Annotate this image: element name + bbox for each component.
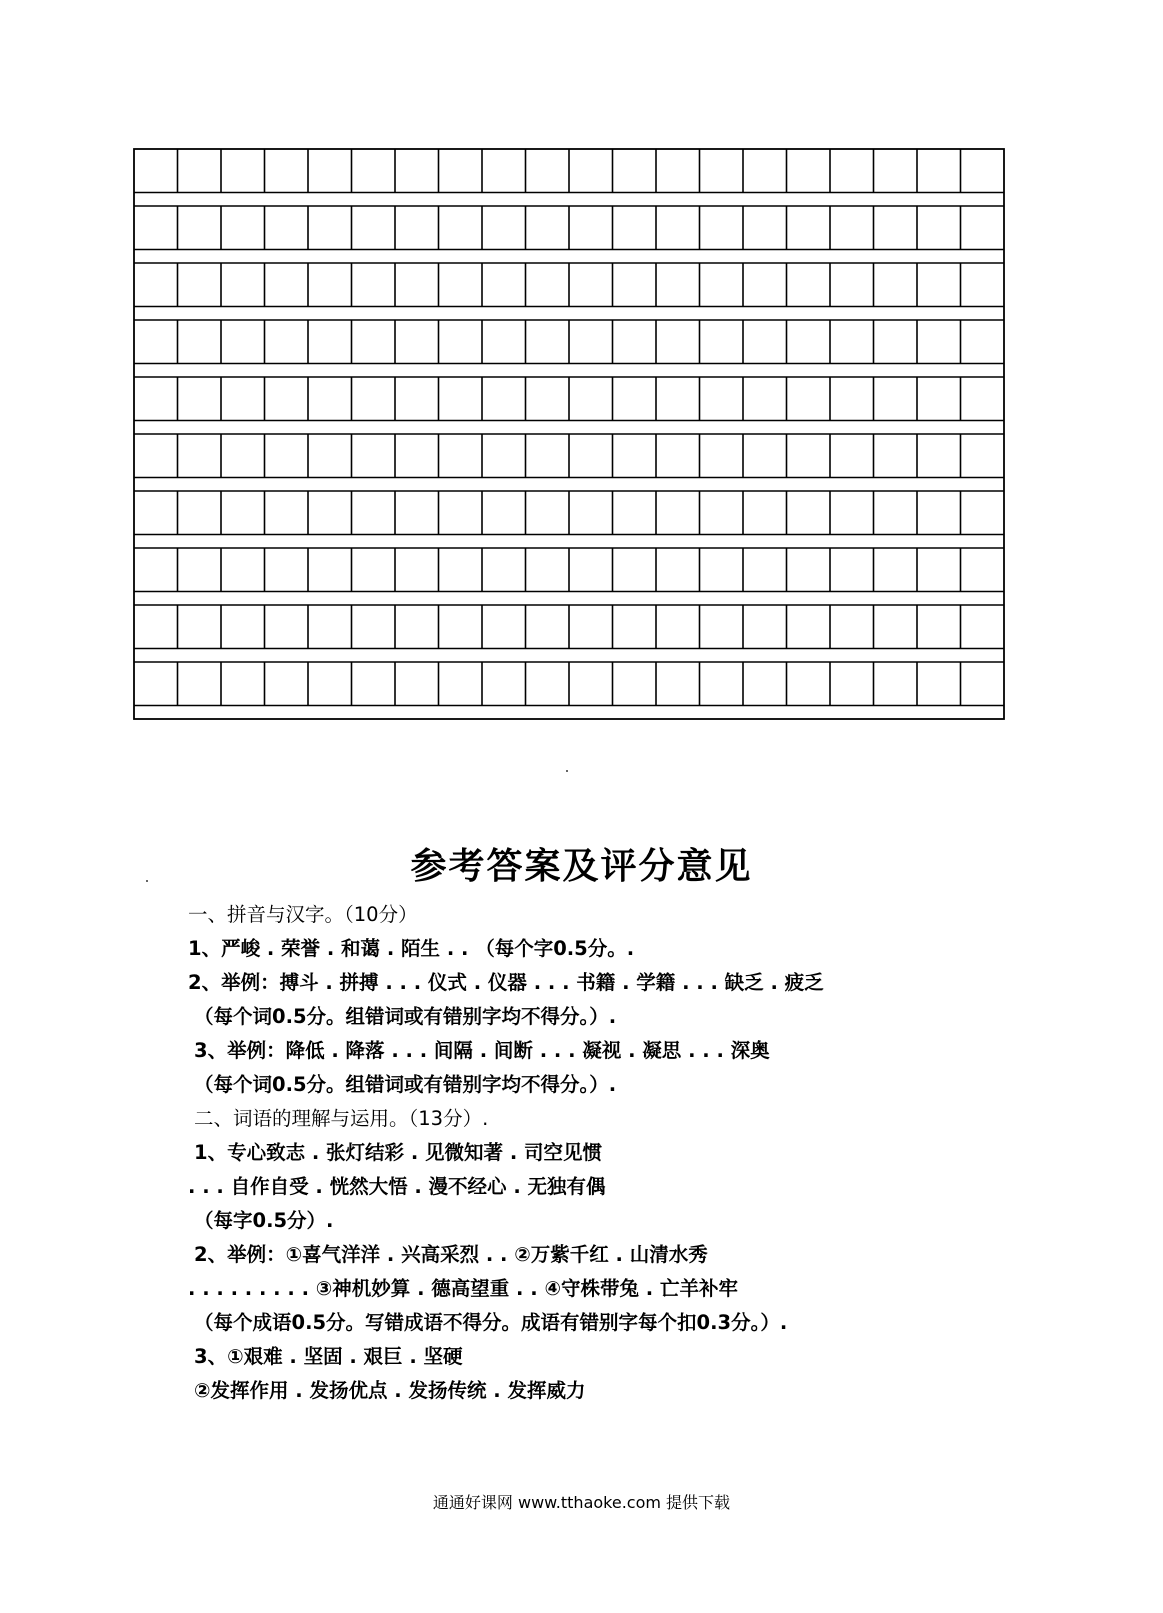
answer-line-1-2: 2、举例：搏斗 . 拼搏 . . . 仪式 . 仪器 . . . 书籍 . 学籍 . . . 缺乏 . 疲乏 — [188, 971, 824, 994]
answer-line-2-3-cont: ②发挥作用 . 发扬优点 . 发扬传统 . 发挥威力 — [194, 1379, 586, 1402]
scan-speck — [566, 770, 568, 772]
answer-line-2-3: 3、①艰难 . 坚固 . 艰巨 . 坚硬 — [194, 1345, 463, 1368]
writing-grid — [132, 147, 1006, 725]
answer-line-1-3-note: （每个词0.5分。组错词或有错别字均不得分。）. — [194, 1073, 617, 1096]
answer-line-2-2: 2、举例：①喜气洋洋 . 兴高采烈 . . ②万紫千红 . 山清水秀 — [194, 1243, 708, 1266]
answer-key-title: 参考答案及评分意见 — [410, 845, 753, 887]
answer-line-2-1: 1、专心致志 . 张灯结彩 . 见微知著 . 司空见惯 — [194, 1141, 603, 1164]
answer-line-2-1-note: （每字0.5分）. — [194, 1209, 334, 1232]
answer-line-1-3: 3、举例：降低 . 降落 . . . 间隔 . 间断 . . . 凝视 . 凝思 . . . 深奥 — [194, 1039, 770, 1062]
section-1-heading: 一、拼音与汉字。（10分） — [188, 903, 418, 926]
scan-speck — [146, 880, 148, 882]
footer-source: 通通好课网 www.tthaoke.com 提供下载 — [432, 1493, 731, 1512]
answer-line-2-1-cont: . . . 自作自受 . 恍然大悟 . 漫不经心 . 无独有偶 — [188, 1175, 606, 1198]
answer-line-2-2-note: （每个成语0.5分。写错成语不得分。成语有错别字每个扣0.3分。）. — [194, 1311, 788, 1334]
answer-line-2-2-cont: . . . . . . . . . ③神机妙算 . 德高望重 . . ④守株带兔 . 亡羊补牢 — [188, 1277, 738, 1300]
answer-line-1-2-note: （每个词0.5分。组错词或有错别字均不得分。）. — [194, 1005, 617, 1028]
section-2-heading: 二、词语的理解与运用。（13分）. — [194, 1107, 489, 1130]
answer-line-1-1: 1、严峻 . 荣誉 . 和蔼 . 陌生 . . （每个字0.5分。. — [188, 937, 635, 960]
